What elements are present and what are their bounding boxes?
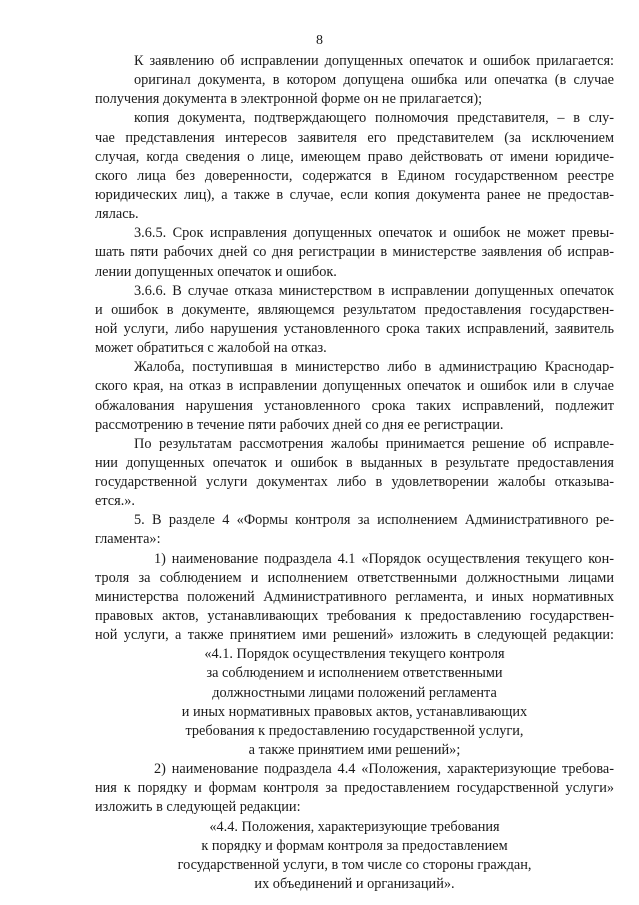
centered-heading-line: государственной услуги, в том числе со стороны граждан,: [177, 857, 532, 873]
centered-heading-line: и иных нормативных правовых актов, устанавливающих: [181, 704, 528, 720]
centered-heading-line: к порядку и формам контроля за предоставлением: [201, 838, 508, 854]
text-line: копия документа, подтверждающего полномочия представителя, – в слу-: [134, 110, 614, 126]
centered-heading-line: «4.1. Порядок осуществления текущего контроля: [204, 646, 505, 662]
text-line: 3.6.5. Срок исправления допущенных опечаток и ошибок не может превы-: [134, 225, 614, 241]
text-line: юридических лиц), а также в случае, если копия документа ранее не предостав-: [95, 187, 614, 203]
text-line: 1) наименование подраздела 4.1 «Порядок осуществления текущего кон-: [154, 551, 614, 567]
text-line: министерства положений Административного регламента, и иных нормативных: [95, 589, 614, 605]
text-line: По результатам рассмотрения жалобы принимается решение об исправле-: [134, 436, 614, 452]
text-line: Жалоба, поступившая в министерство либо в администрацию Краснодар-: [134, 359, 614, 375]
centered-heading-line: «4.4. Положения, характеризующие требования: [209, 819, 500, 835]
text-line: ния к порядку и формам контроля за предоставлением государственной услуги»: [95, 780, 614, 796]
text-line: троля за соблюдением и исполнением ответственными должностными лицами: [95, 570, 614, 586]
page-number: 8: [316, 33, 323, 48]
text-line: изложить в следующей редакции:: [95, 799, 301, 815]
text-line: лялась.: [95, 206, 139, 222]
text-line: 5. В разделе 4 «Формы контроля за исполнением Административного ре-: [134, 512, 614, 528]
text-line: ется.».: [95, 493, 135, 509]
centered-heading-line: за соблюдением и исполнением ответственными: [206, 665, 503, 681]
text-line: шать пяти рабочих дней со дня регистрации в министерстве заявления об исправ-: [95, 244, 614, 260]
text-line: оригинал документа, в котором допущена ошибка или опечатка (в случае: [134, 72, 614, 88]
text-line: ной услуги, а также принятием ими решений» изложить в следующей редакции:: [95, 627, 614, 643]
text-line: гламента»:: [95, 531, 161, 547]
text-line: ского края, на отказ в исправлении допущенных опечаток и ошибок или в случае: [95, 378, 614, 394]
text-line: случая, когда сведения о лице, имеющем право действовать от имени юридиче-: [95, 149, 614, 165]
centered-heading-line: их объединений и организаций».: [254, 876, 455, 892]
text-line: 2) наименование подраздела 4.4 «Положения, характеризующие требова-: [154, 761, 614, 777]
text-line: лении допущенных опечаток и ошибок.: [95, 264, 337, 280]
text-line: обжалования нарушения установленного срока таких исправлений, подлежит: [95, 398, 614, 414]
text-line: государственной услуги документах либо в удовлетворении жалобы отказыва-: [95, 474, 614, 490]
text-line: К заявлению об исправлении допущенных опечаток и ошибок прилагается:: [134, 53, 614, 69]
text-line: чае представления интересов заявителя его представителем (за исключением: [95, 130, 614, 146]
text-line: ского лица без доверенности, содержатся в Едином государственном реестре: [95, 168, 614, 184]
text-line: ной услуги, либо нарушения установленного срока таких исправлений, заявитель: [95, 321, 614, 337]
text-line: 3.6.6. В случае отказа министерством в исправлении допущенных опечаток: [134, 283, 614, 299]
text-line: получения документа в электронной форме он не прилагается);: [95, 91, 483, 107]
centered-heading-line: а также принятием ими решений»;: [248, 742, 461, 758]
text-line: и ошибок в документе, являющемся результатом предоставления государствен-: [95, 302, 614, 318]
text-line: нии допущенных опечаток и ошибок в выданных в результате предоставления: [95, 455, 614, 471]
centered-heading-line: должностными лицами положений регламента: [212, 685, 497, 701]
centered-heading-line: требования к предоставлению государственной услуги,: [185, 723, 524, 739]
text-line: правовых актов, устанавливающих требования к предоставлению государствен-: [95, 608, 614, 624]
text-line: рассмотрению в течение пяти рабочих дней со дня ее регистрации.: [95, 417, 504, 433]
text-line: может обратиться с жалобой на отказ.: [95, 340, 327, 356]
